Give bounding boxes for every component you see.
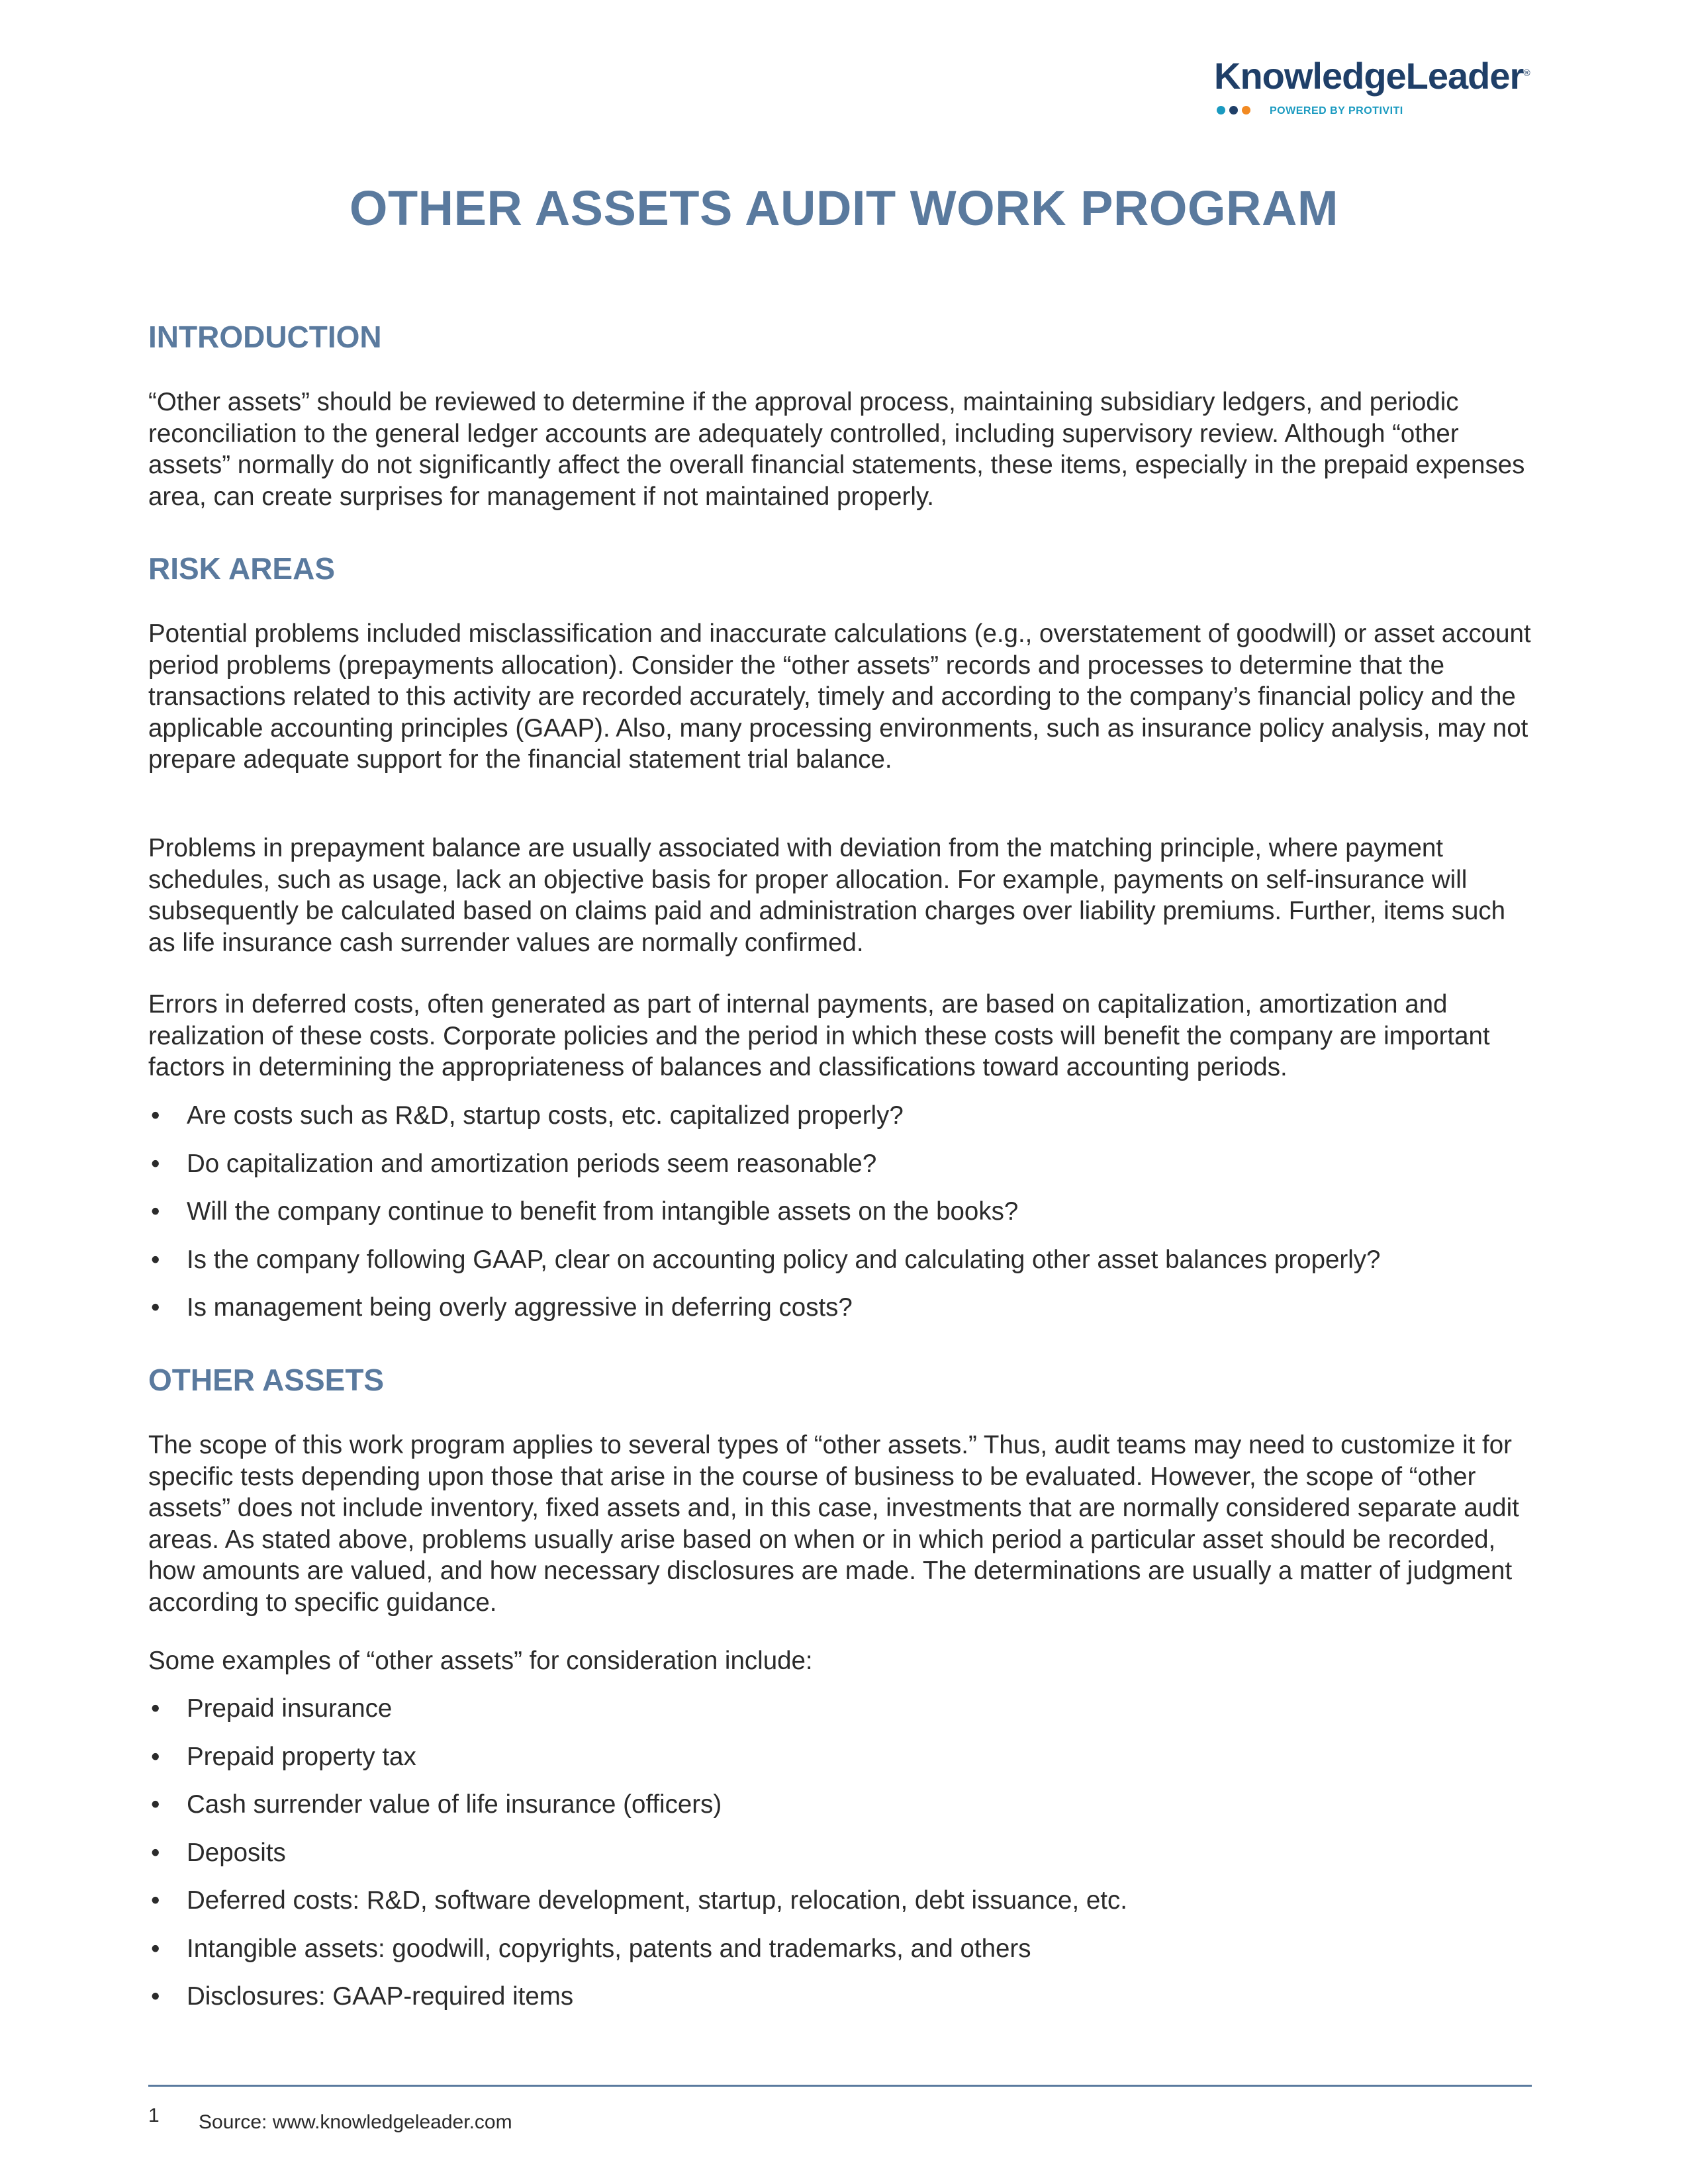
other-assets-paragraph-2: Some examples of “other assets” for consideration include:	[148, 1647, 813, 1675]
bullet-glyph: •	[151, 1293, 160, 1322]
document-title: OTHER ASSETS AUDIT WORK PROGRAM	[349, 181, 1339, 236]
risk-areas-bullet-list	[148, 1100, 1532, 1340]
logo-tagline: POWERED BY PROTIVITI	[1270, 105, 1403, 116]
list-item: • Disclosures: GAAP-required items	[148, 1981, 1532, 2029]
other-assets-heading: OTHER ASSETS	[148, 1363, 385, 1397]
list-item: • Will the company continue to benefit from intangible assets on the books?	[148, 1196, 1532, 1244]
risk-areas-paragraph-2: Problems in prepayment balance are usually associated with deviation from the matching principle, where payment schedules, such as usage, lack an objective basis for proper allocation. For example, payments on self-insurance will subsequently be calculated based on claims paid and administration charges over liability premiums. Further, items such as life insurance cash surrender values are normally confirmed.	[148, 834, 1506, 957]
risk-areas-paragraph-1: Potential problems included misclassification and inaccurate calculations (e.g., overstatement of goodwill) or asset account period problems (prepayments allocation). Consider the “other assets” records and processes to determine that the transactions related to this activity are recorded accurately, timely and according to the company’s financial policy and the applicable accounting principles (GAAP). Also, many processing environments, such as insurance policy analysis, may not prepare adequate support for the financial statement trial balance.	[148, 619, 1531, 774]
footnote-source: Source: www.knowledgeleader.com	[199, 2111, 512, 2133]
logo-wordmark: KnowledgeLeader®	[1214, 55, 1530, 97]
list-item: • Prepaid insurance	[148, 1693, 1532, 1741]
list-item: • Deposits	[148, 1837, 1532, 1886]
list-item: • Do capitalization and amortization periods seem reasonable?	[148, 1148, 1532, 1197]
bullet-glyph: •	[151, 1934, 160, 1963]
list-item: • Intangible assets: goodwill, copyrights, patents and trademarks, and others	[148, 1933, 1532, 1981]
bullet-glyph: •	[151, 1694, 160, 1723]
registered-mark: ®	[1523, 67, 1530, 78]
logo-dot-orange	[1242, 106, 1250, 114]
introduction-paragraph: “Other assets” should be reviewed to determine if the approval process, maintaining subsidiary ledgers, and periodic reconciliation to the general ledger accounts are adequately controlled, including supervisory review. Although “other assets” normally do not significantly affect the overall financial statements, these items, especially in the prepaid expenses area, can create surprises for management if not maintained properly.	[148, 388, 1525, 511]
footnote-number: 1	[148, 2105, 160, 2126]
bullet-glyph: •	[151, 1790, 160, 1819]
logo-dots	[1217, 106, 1250, 114]
bullet-glyph: •	[151, 1886, 160, 1915]
list-item: • Prepaid property tax	[148, 1741, 1532, 1790]
bullet-glyph: •	[151, 1197, 160, 1226]
risk-areas-paragraph-3: Errors in deferred costs, often generated as part of internal payments, are based on capitalization, amortization and realization of these costs. Corporate policies and the period in which these costs will benefit the company are important factors in determining the appropriateness of balances and classifications toward accounting periods.	[148, 990, 1490, 1081]
knowledgeleader-logo	[1214, 54, 1545, 120]
bullet-glyph: •	[151, 1742, 160, 1771]
other-assets-bullet-list	[148, 1693, 1532, 2029]
introduction-heading: INTRODUCTION	[148, 320, 382, 354]
bullet-glyph: •	[151, 1838, 160, 1867]
logo-dot-navy	[1229, 106, 1238, 114]
bullet-glyph: •	[151, 1982, 160, 2011]
list-item: • Is management being overly aggressive in deferring costs?	[148, 1292, 1532, 1340]
other-assets-paragraph-1: The scope of this work program applies to several types of “other assets.” Thus, audit teams may need to customize it for specific tests depending upon those that arise in the course of business to be evaluated. However, the scope of “other assets” does not include inventory, fixed assets and, in this case, investments that are normally considered separate audit areas. As stated above, problems usually arise based on when or in which period a particular asset should be recorded, how amounts are valued, and how necessary disclosures are made. The determinations are usually a matter of judgment according to specific guidance.	[148, 1431, 1519, 1617]
risk-areas-heading: RISK AREAS	[148, 551, 335, 586]
list-item: • Are costs such as R&D, startup costs, etc. capitalized properly?	[148, 1100, 1532, 1148]
bullet-glyph: •	[151, 1149, 160, 1178]
list-item: • Is the company following GAAP, clear on accounting policy and calculating other asset balances properly?	[148, 1244, 1532, 1293]
bullet-glyph: •	[151, 1101, 160, 1130]
footer-divider	[148, 2085, 1532, 2087]
list-item: • Cash surrender value of life insurance (officers)	[148, 1789, 1532, 1837]
bullet-glyph: •	[151, 1245, 160, 1274]
logo-dot-teal	[1217, 106, 1225, 114]
list-item: • Deferred costs: R&D, software development, startup, relocation, debt issuance, etc.	[148, 1885, 1532, 1933]
